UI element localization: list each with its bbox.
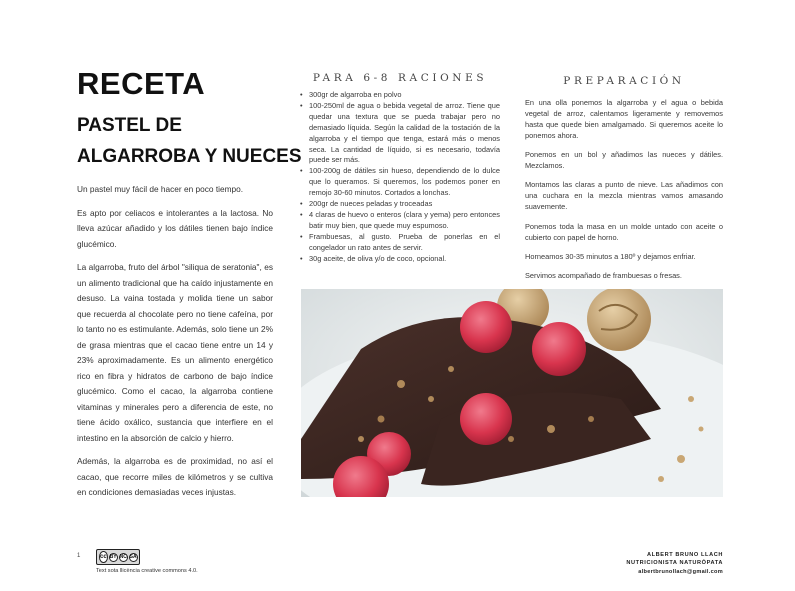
preparation-step: Servimos acompañado de frambuesas o fresas. bbox=[525, 271, 682, 281]
ingredient-item: • 30g aceite, de oliva y/o de coco, opcional. bbox=[300, 254, 500, 265]
page-title: RECETA bbox=[77, 66, 206, 101]
intro-paragraph: Además, la algarroba es de proximidad, no así el cacao, que recorre miles de kilómetros y se cultiva en condiciones demasiadas veces injustas. bbox=[77, 456, 273, 497]
preparation-step: Montamos las claras a punto de nieve. Las añadimos con una cuchara en la mezcla mientras vamos amasando suavemente. bbox=[525, 180, 723, 212]
author-name: ALBERT BRUNO LLACH bbox=[646, 552, 723, 558]
ingredients-list bbox=[300, 90, 500, 265]
ingredient-item: • 300gr de algarroba en polvo bbox=[300, 90, 500, 101]
ingredient-item: • 200gr de nueces peladas y troceadas bbox=[300, 199, 500, 210]
ingredient-item: • 100-200g de dátiles sin hueso, dependiendo de lo dulce que lo queramos. Si queremos, los podemos poner en remojo 30-60 minutos. Cortados a lonchas. bbox=[300, 166, 500, 199]
author-email: albertbrunollach@gmail.com bbox=[638, 568, 723, 575]
intro-paragraph: Un pastel muy fácil de hacer en poco tiempo. bbox=[77, 184, 244, 194]
author-role: NUTRICIONISTA NATURÒPATA bbox=[626, 560, 723, 567]
cc-icon: cc bbox=[99, 551, 108, 563]
ingredient-item: • Frambuesas, al gusto. Prueba de ponerlas en el congelador un rato antes de servir. bbox=[300, 232, 500, 254]
preparation-section bbox=[525, 75, 723, 291]
raspberry bbox=[460, 301, 512, 353]
preparation-step: Ponemos en un bol y añadimos las nueces y dátiles. Mezclamos. bbox=[525, 150, 723, 171]
page-number: 1 bbox=[77, 553, 81, 559]
ingredients-heading: PARA 6-8 RACIONES bbox=[312, 72, 488, 84]
intro-column bbox=[77, 182, 273, 509]
by-icon: BY bbox=[109, 553, 117, 560]
nc-icon: NC bbox=[119, 553, 127, 560]
ingredient-item: • 100-250ml de agua o bebida vegetal de arroz. Tiene que quedar una textura que se pueda trabajar pero no demasiado líquida. Según la calidad de la tostación de la algarroba y el tiempo que tenga, estará más o menos seca. La cantidad de líquido, si es necesario, todavía puede ser más. bbox=[300, 101, 500, 166]
cake-illustration bbox=[301, 289, 723, 497]
raspberry bbox=[460, 393, 512, 445]
author-block bbox=[626, 551, 723, 576]
sa-icon: SA bbox=[129, 553, 137, 560]
preparation-step: En una olla ponemos la algarroba y el agua o bebida vegetal de arroz, calentamos ligeramente y removemos hasta que quede bien amalgamado. Si queremos aceite lo ponemos ahora. bbox=[525, 98, 723, 140]
intro-paragraph: La algarroba, fruto del árbol "siliqua de seratonia", es un alimento tradicional que ha caído injustamente en desuso. La vaina tostada y molida tiene un sabor que recuerda al chocolate pero no tiene cafeína, por lo tanto no es estimulante. Además, solo tiene un 2% de grasa mientras que el cacao tiene entre un 14 y 23% aproximadamente. Es un alimento energético rico en fibra y hidratos de carbono de bajo índice glucémico. Como el cacao, la algarroba contiene vitaminas y minerales pero a diferencia de este, no tiene ácido oxálico, sustancia que interfiere en el intestino en la absorción de calcio y hierro. bbox=[77, 262, 273, 443]
cake-photo bbox=[301, 289, 723, 497]
preparation-heading: PREPARACIÓN bbox=[563, 75, 685, 87]
ingredient-item: • 4 claras de huevo o enteros (clara y yema) pero entonces batir muy bien, que quede muy espumoso. bbox=[300, 210, 500, 232]
raspberry bbox=[532, 322, 586, 376]
ingredients-section bbox=[300, 72, 500, 265]
license-note: Text sota llicència creative commons 4.0. bbox=[96, 568, 198, 574]
intro-paragraph: Es apto por celiacos e intolerantes a la lactosa. No lleva azúcar añadido y los dátiles tienen bajo índice glucémico. bbox=[77, 207, 273, 249]
walnut bbox=[587, 289, 651, 351]
recipe-subtitle: PASTEL DE ALGARROBA Y NUECES bbox=[77, 115, 302, 167]
cc-license-badge bbox=[96, 549, 140, 565]
preparation-step: Ponemos toda la masa en un molde untado con aceite o cubierto con papel de horno. bbox=[525, 221, 723, 242]
preparation-step: Horneamos 30-35 minutos a 180º y dejamos enfriar. bbox=[525, 251, 696, 261]
